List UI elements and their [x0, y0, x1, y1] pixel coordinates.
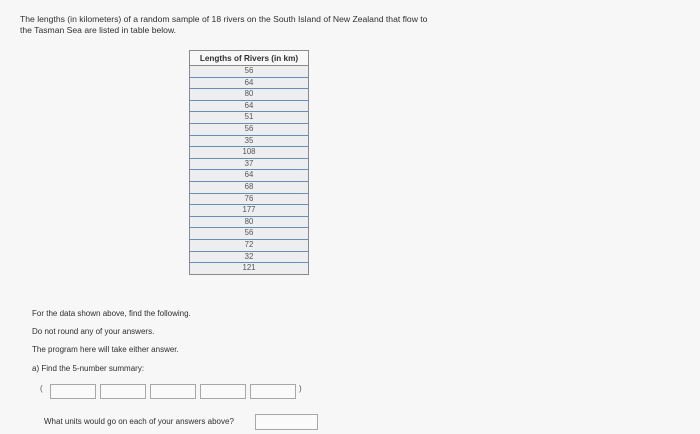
table-row	[190, 100, 309, 112]
table-cell: 64	[190, 100, 309, 112]
part-a-label: a) Find the 5-number summary:	[32, 364, 145, 373]
table-cell: 108	[190, 147, 309, 159]
table-cell: 64	[190, 77, 309, 89]
table-cell: 121	[190, 263, 309, 275]
close-paren: )	[299, 384, 302, 393]
table-row	[190, 112, 309, 124]
problem-intro	[20, 14, 490, 36]
table-cell: 51	[190, 112, 309, 124]
table-cell: 177	[190, 205, 309, 217]
table-cell: 37	[190, 158, 309, 170]
table-cell: 80	[190, 216, 309, 228]
intro-line-1: The lengths (in kilometers) of a random sample of 18 rivers on the South Island of New Zealand that flow to	[20, 14, 428, 24]
max-input[interactable]	[250, 384, 296, 399]
table-row	[190, 66, 309, 78]
table-cell: 72	[190, 239, 309, 251]
table-cell: 80	[190, 89, 309, 101]
table-row	[190, 135, 309, 147]
rivers-table-container	[189, 50, 309, 275]
table-cell: 76	[190, 193, 309, 205]
intro-line-2: the Tasman Sea are listed in table below.	[20, 25, 177, 35]
answer-note: The program here will take either answer.	[32, 345, 179, 354]
rivers-table	[189, 50, 309, 275]
table-row	[190, 77, 309, 89]
table-row	[190, 216, 309, 228]
table-cell: 56	[190, 228, 309, 240]
min-input[interactable]	[50, 384, 96, 399]
median-input[interactable]	[150, 384, 196, 399]
table-row	[190, 123, 309, 135]
table-row	[190, 263, 309, 275]
table-row	[190, 205, 309, 217]
table-row	[190, 251, 309, 263]
table-row	[190, 228, 309, 240]
table-row	[190, 158, 309, 170]
table-row	[190, 239, 309, 251]
table-row	[190, 89, 309, 101]
table-header-row	[190, 51, 309, 66]
units-input[interactable]	[255, 414, 318, 430]
table-row	[190, 170, 309, 182]
table-cell: 56	[190, 123, 309, 135]
table-cell: 64	[190, 170, 309, 182]
table-cell: 32	[190, 251, 309, 263]
units-question: What units would go on each of your answers above?	[44, 417, 234, 426]
rounding-note: Do not round any of your answers.	[32, 327, 155, 336]
question-prompt: For the data shown above, find the following.	[32, 309, 191, 318]
table-cell: 35	[190, 135, 309, 147]
open-paren: (	[40, 384, 43, 393]
table-row	[190, 181, 309, 193]
table-header: Lengths of Rivers (in km)	[190, 51, 309, 66]
table-cell: 68	[190, 181, 309, 193]
q3-input[interactable]	[200, 384, 246, 399]
table-row	[190, 193, 309, 205]
table-cell: 56	[190, 66, 309, 78]
table-row	[190, 147, 309, 159]
q1-input[interactable]	[100, 384, 146, 399]
